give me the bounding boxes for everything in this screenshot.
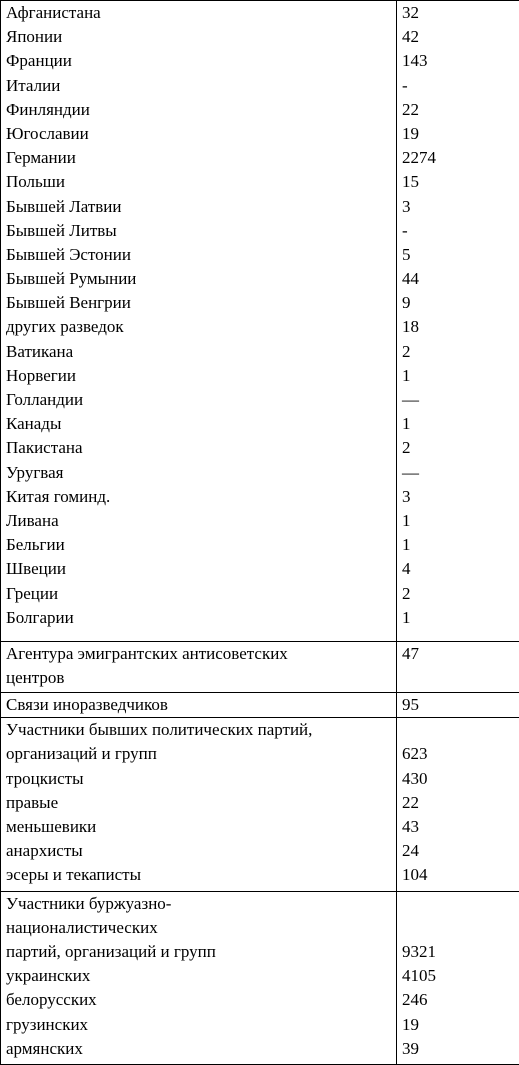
table-section — [1, 1, 519, 642]
row-value: 246 — [402, 990, 428, 1010]
row-label: Бывшей Эстонии — [6, 244, 131, 264]
row-value — [397, 718, 519, 742]
row-value: - — [402, 220, 408, 240]
row-label: других разведок — [6, 317, 124, 337]
value-cell — [397, 891, 519, 1064]
row-value: 1 — [402, 607, 411, 627]
row-value — [397, 916, 519, 940]
row-label: меньшевики — [6, 816, 97, 836]
label-cell — [1, 891, 397, 1064]
row-label: Афганистана — [6, 3, 101, 22]
row-label: анархисты — [6, 841, 83, 861]
row-label: Франции — [6, 51, 72, 71]
label-cell — [1, 642, 397, 692]
row-label: Бывшей Румынии — [6, 269, 137, 289]
row-value: 9 — [402, 293, 411, 313]
row-label: армянских — [6, 1038, 83, 1058]
row-label: Пакистана — [6, 438, 83, 458]
row-value: 5 — [402, 244, 411, 264]
row-value: 19 — [402, 1014, 419, 1034]
row-value: 104 — [402, 865, 428, 885]
row-value: 2 — [402, 583, 411, 603]
table-section — [1, 718, 519, 891]
row-label: Агентура эмигрантских антисоветских — [6, 644, 288, 664]
row-value: 22 — [402, 99, 419, 119]
row-label: националистических — [6, 917, 158, 937]
row-label: Финляндии — [6, 99, 90, 119]
row-value: 3 — [402, 486, 411, 506]
row-label: Германии — [6, 148, 76, 168]
row-value: 4 — [402, 559, 411, 579]
row-value: — — [402, 462, 419, 482]
value-cell — [397, 718, 519, 891]
row-label: Швеции — [6, 559, 66, 579]
row-value: 1 — [402, 535, 411, 555]
row-value: 22 — [402, 792, 419, 812]
value-cell — [397, 642, 519, 692]
row-value: 2274 — [402, 148, 436, 168]
row-value: 47 — [402, 644, 419, 664]
row-value: 2 — [402, 438, 411, 458]
row-value: 623 — [402, 744, 428, 764]
row-value: 1 — [402, 365, 411, 385]
row-value: 44 — [402, 269, 419, 289]
row-value: — — [402, 390, 419, 409]
row-value: 24 — [402, 841, 419, 861]
row-value: 18 — [402, 317, 419, 337]
row-label: партий, организаций и групп — [6, 941, 216, 961]
row-value: 1 — [402, 510, 411, 530]
row-value: 15 — [402, 172, 419, 192]
row-value: 2 — [402, 341, 411, 361]
row-label: Уругвая — [6, 462, 64, 482]
row-label: грузинских — [6, 1014, 89, 1034]
row-label: Ливана — [6, 510, 59, 530]
row-label: Бельгии — [6, 535, 65, 555]
row-label: Связи иноразведчиков — [6, 694, 168, 714]
row-label: Участники бывших политических партий, — [6, 720, 313, 740]
row-value: 9321 — [402, 941, 436, 961]
row-label: Норвегии — [6, 365, 76, 385]
row-value: 3 — [402, 196, 411, 216]
row-value: - — [402, 75, 408, 95]
row-label: Голландии — [6, 390, 84, 409]
row-label: белорусских — [6, 990, 97, 1010]
row-value: 430 — [402, 768, 428, 788]
table-section — [1, 692, 519, 718]
row-value: 43 — [402, 816, 419, 836]
row-label: Бывшей Латвии — [6, 196, 122, 216]
row-label: Италии — [6, 75, 61, 95]
row-label: Польши — [6, 172, 65, 192]
row-value: 42 — [402, 27, 419, 47]
table-body — [1, 1, 519, 1065]
row-label: Китая гоминд. — [6, 486, 111, 506]
row-label: Болгарии — [6, 607, 74, 627]
row-value: 32 — [402, 3, 419, 22]
row-label: Участники буржуазно- — [6, 893, 172, 913]
row-label: Бывшей Венгрии — [6, 293, 131, 313]
row-value: 19 — [402, 123, 419, 143]
row-label: Бывшей Литвы — [6, 220, 117, 240]
value-cell — [397, 1, 519, 642]
value-cell — [397, 692, 519, 718]
row-label: Югославии — [6, 123, 89, 143]
row-label: центров — [6, 668, 65, 688]
row-label: Греции — [6, 583, 59, 603]
row-label: Японии — [6, 27, 63, 47]
row-label: троцкисты — [6, 768, 84, 788]
row-value: 95 — [402, 694, 419, 714]
label-cell — [1, 718, 397, 891]
table-section — [1, 891, 519, 1064]
row-value — [397, 666, 519, 690]
row-label: Канады — [6, 414, 62, 434]
row-value — [397, 892, 519, 916]
row-label: украинских — [6, 966, 91, 986]
row-label: эсеры и текаписты — [6, 865, 142, 885]
label-cell — [1, 692, 397, 718]
row-value: 4105 — [402, 966, 436, 986]
row-label: организаций и групп — [6, 744, 157, 764]
row-value: 143 — [402, 51, 428, 71]
row-label: Ватикана — [6, 341, 74, 361]
label-cell — [1, 1, 397, 642]
row-label: правые — [6, 792, 59, 812]
row-value: 1 — [402, 414, 411, 434]
table-section — [1, 642, 519, 692]
row-value: 39 — [402, 1038, 419, 1058]
